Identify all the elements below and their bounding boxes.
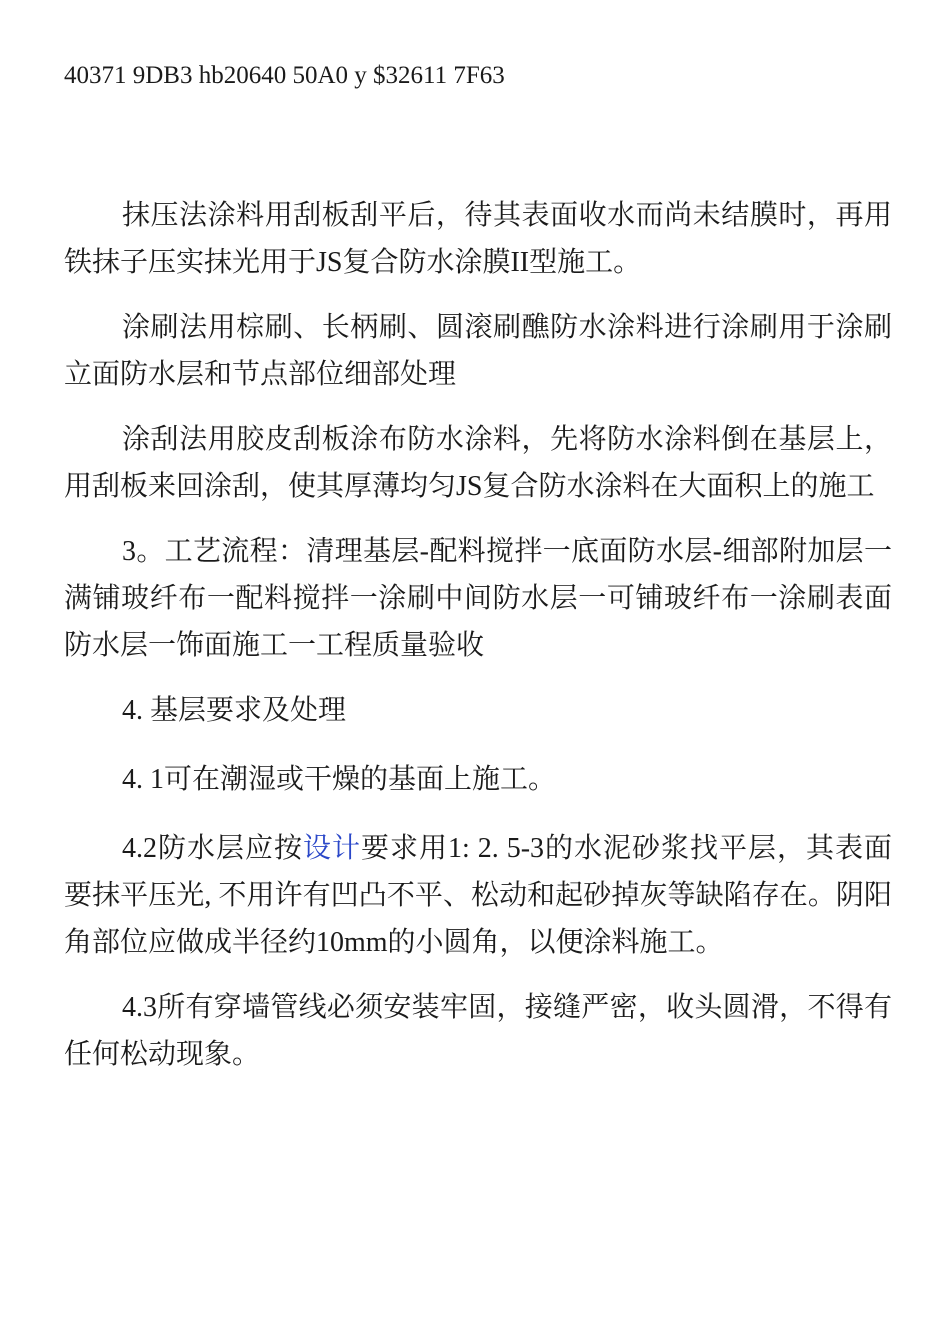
paragraph-4-3: 4.3所有穿墙管线必须安装牢固，接缝严密，收头圆滑，不得有任何松动现象。 [64, 992, 892, 1070]
paragraph-brush-method: 涂刷法用棕刷、长柄刷、圆滚刷醮防水涂料进行涂刷用于涂刷立面防水层和节点部位细部处理 [64, 312, 892, 390]
header-code-line: 40371 9DB3 hb20640 50A0 y $32611 7F63 [64, 62, 505, 89]
paragraph-4-2-rest: 要求用1: 2. 5-3的水泥砂浆找平层，其表面要抹平压光, 不用许有凹凸不平、松动和起砂掉灰等缺陷存在。阴阳角部位应做成半径约10mm的小圆角，以便涂料施工。 [64, 833, 892, 958]
paragraph-scrape-method: 涂刮法用胶皮刮板涂布防水涂料，先将防水涂料倒在基层上，用刮板来回涂刮，使其厚薄均匀JS复合防水涂料在大面积上的施工 [64, 424, 892, 502]
paragraph-4-1: 4. 1可在潮湿或干燥的基面上施工。 [122, 764, 557, 795]
document-body [64, 192, 892, 1096]
paragraph-4-2-start: 4.2防水层应按 [122, 833, 303, 864]
design-link[interactable]: 设计 [302, 833, 361, 864]
paragraph-trowel-method: 抹压法涂料用刮板刮平后，待其表面收水而尚未结膜时，再用铁抹子压实抹光用于JS复合防水涂膜II型施工。 [64, 200, 892, 278]
paragraph-process-flow: 3。工艺流程：清理基层-配料搅拌一底面防水层-细部附加层一满铺玻纤布一配料搅拌一涂刷中间防水层一可铺玻纤布一涂刷表面防水层一饰面施工一工程质量验收 [64, 536, 892, 661]
paragraph-4-2 [64, 825, 892, 966]
section-heading-base-requirements: 4. 基层要求及处理 [122, 695, 347, 726]
